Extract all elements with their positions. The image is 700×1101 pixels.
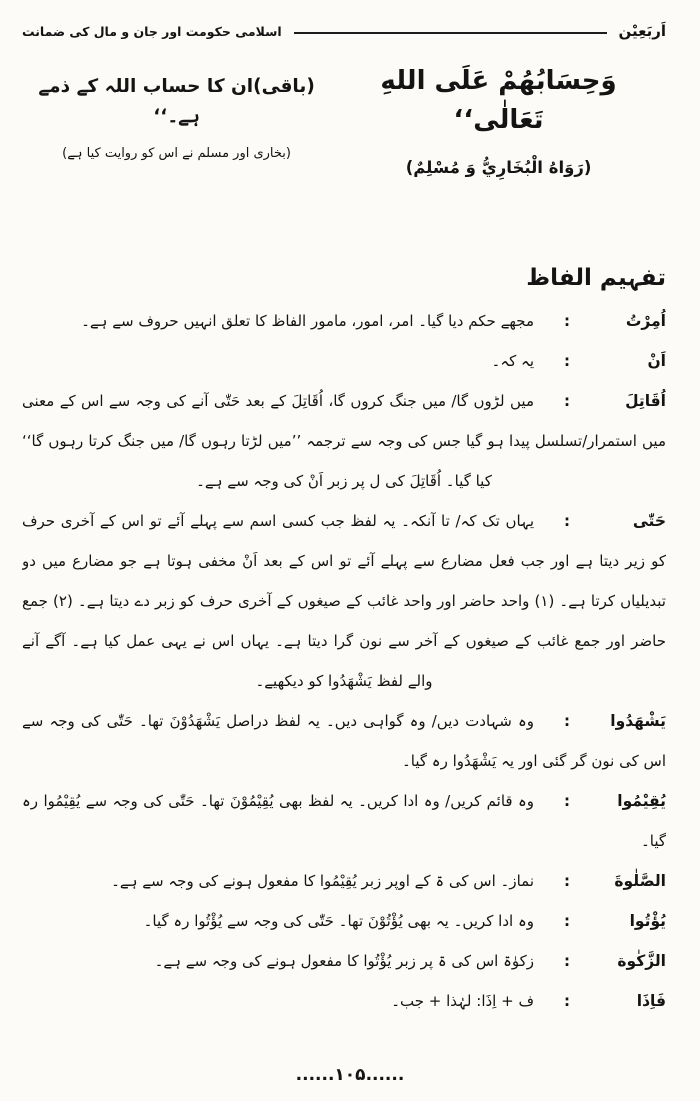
glossary-termblock — [564, 861, 666, 901]
glossary-colon: : — [564, 992, 570, 1010]
glossary-entry — [22, 781, 666, 861]
glossary-definition: وہ قائم کریں/ وہ ادا کریں۔ یہ لفظ بھی یُقِیْمُوْنَ تھا۔ حَتّٰی کی وجہ سے یُقِیْمُوا رہ گیا۔ — [22, 792, 666, 850]
glossary-termblock — [564, 941, 666, 981]
glossary-colon: : — [564, 872, 570, 890]
glossary-term: اُقَاتِلَ — [625, 392, 666, 410]
glossary-term: یَشْهَدُوا — [610, 712, 666, 730]
hadith-arabic-reference: (رَوَاهُ الْبُخَارِيُّ وَ مُسْلِمٌ) — [405, 158, 592, 177]
chapter-title: اسلامی حکومت اور جان و مال کی ضمانت — [22, 23, 282, 39]
glossary-entry — [22, 341, 666, 381]
glossary-term: اَنْ — [647, 352, 666, 370]
glossary-term: الزَّکٰوة — [617, 952, 666, 970]
glossary-colon: : — [564, 352, 570, 370]
running-head — [22, 14, 666, 40]
glossary-term: فَاِذَا — [636, 992, 666, 1010]
glossary-termblock — [564, 341, 666, 381]
glossary-entry — [22, 301, 666, 341]
hadith-block — [22, 62, 666, 177]
glossary-definition: وہ شہادت دیں/ وہ گواہی دیں۔ یہ لفظ دراصل یَشْهَدُوْنَ تھا۔ حَتّٰی کی وجہ سے اس کی نون گر گئی اور یہ یَشْهَدُوا رہ گیا۔ — [22, 712, 666, 770]
hadith-arabic-text: وَحِسَابُهُمْ عَلَى اللهِ تَعَالٰى‘‘ — [380, 66, 617, 135]
hadith-urdu-translation: (باقی)ان کا حساب اللہ کے ذمے ہے۔‘‘ — [38, 76, 315, 127]
glossary-entry — [22, 941, 666, 981]
glossary-termblock — [564, 301, 666, 341]
glossary-term: الصَّلٰوةَ — [614, 872, 666, 890]
glossary-termblock — [564, 381, 666, 421]
glossary-entry — [22, 701, 666, 781]
glossary-term: اُمِرْتُ — [625, 312, 666, 330]
glossary-entry — [22, 901, 666, 941]
glossary-termblock — [564, 981, 666, 1021]
glossary-entry — [22, 501, 666, 701]
glossary-definition: یہ کہ۔ — [491, 352, 534, 370]
section-heading: تفہیم الفاظ — [526, 265, 666, 291]
glossary-definition: میں لڑوں گا/ میں جنگ کروں گا، اُقَاتِلَ کے بعد حَتّٰی آنے کی وجہ سے اس کے معنی میں استمرار/تسلسل پیدا ہو گیا جس کی وجہ سے ترجمہ ’’میں لڑتا رہوں گا/ میں جنگ کرتا رہوں گا‘‘ کیا گیا۔ اُقَاتِلَ کی ل پر زبر اَنْ کی وجہ سے ہے۔ — [22, 392, 666, 490]
glossary-list — [22, 301, 666, 1036]
glossary-term: حَتّٰی — [632, 512, 666, 530]
glossary-entry — [22, 981, 666, 1021]
glossary-term: یُقِیْمُوا — [617, 792, 666, 810]
glossary-colon: : — [564, 912, 570, 930]
glossary-colon: : — [564, 952, 570, 970]
glossary-colon: : — [564, 512, 570, 530]
glossary-entry — [22, 861, 666, 901]
glossary-colon: : — [564, 312, 570, 330]
glossary-definition: نماز۔ اس کی ۃ کے اوپر زبر یُقِیْمُوا کا مفعول ہونے کی وجہ سے ہے۔ — [111, 872, 534, 890]
glossary-definition: یہاں تک کہ/ تا آنکہ۔ یہ لفظ جب کسی اسم سے پہلے آئے تو اس کے آخری حرف کو زیر دیتا ہے اور جب فعل مضارع سے پہلے آئے تو اس کے بعد اَنْ مخفی ہوتا ہے جو مضارع میں دو تبدیلیاں کرتا ہے۔ (۱) واحد حاضر اور واحد غائب کے صیغوں کے آخری حرف کو زبر دے دیتا ہے۔ (۲) جمع حاضر اور جمع غائب کے صیغوں کے آخر سے نون گرا دیتا ہے۔ یہاں اس نے یہی عمل کیا ہے۔ آگے آنے والے لفظ یَشْهَدُوا کو دیکھیے۔ — [22, 512, 666, 690]
glossary-termblock — [564, 501, 666, 541]
glossary-termblock — [564, 901, 666, 941]
glossary-termblock — [564, 701, 666, 741]
glossary-colon: : — [564, 392, 570, 410]
page-number: ......۱۰۵...... — [295, 1065, 405, 1085]
glossary-definition: وہ ادا کریں۔ یہ بھی یُؤْتُوْنَ تھا۔ حَتّٰی کی وجہ سے یُؤْتُوا رہ گیا۔ — [143, 912, 534, 930]
hadith-urdu-reference: (بخاری اور مسلم نے اس کو روایت کیا ہے) — [62, 146, 291, 161]
glossary-definition: مجھے حکم دیا گیا۔ امر، امور، مامور الفاظ کا تعلق انہیں حروف سے ہے۔ — [81, 312, 534, 330]
glossary-definition: ف + اِذَا: لہٰذا + جب۔ — [391, 992, 534, 1010]
glossary-colon: : — [564, 792, 570, 810]
glossary-term: یُؤْتُوا — [629, 912, 666, 930]
glossary-colon: : — [564, 712, 570, 730]
header-rule — [294, 32, 607, 34]
glossary-definition: زکوٰۃ اس کی ۃ پر زبر یُؤْتُوا کا مفعول ہونے کی وجہ سے ہے۔ — [154, 952, 534, 970]
glossary-entry — [22, 381, 666, 501]
glossary-termblock — [564, 781, 666, 821]
book-title: اَربَعِيْن — [618, 22, 666, 40]
